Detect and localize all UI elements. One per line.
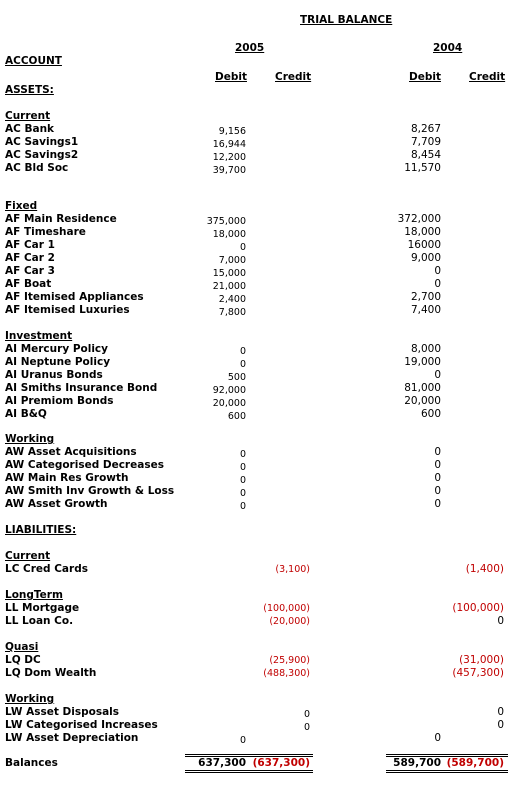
debit-2005-value: 12,200 — [212, 152, 246, 163]
debit-2005-value: 15,000 — [212, 268, 246, 279]
account-label: LW Asset Depreciation — [5, 732, 139, 744]
debit-2005-value: 0 — [239, 488, 246, 499]
account-label: AC Savings1 — [5, 136, 79, 148]
account-label: AI Mercury Policy — [5, 343, 108, 355]
debit-2005-value: 0 — [239, 475, 246, 486]
debit-2004-value: 0 — [434, 732, 441, 744]
account-label: AC Bld Soc — [5, 162, 69, 174]
section-subheading: Current — [5, 110, 51, 122]
credit-2005-value: (100,000) — [263, 603, 310, 614]
debit-2004-value: 20,000 — [404, 395, 441, 407]
credit-2005-value: 0 — [303, 709, 310, 720]
balances-credit-2004: (589,700) — [446, 757, 504, 769]
debit-2004-value: 0 — [434, 498, 441, 510]
account-label: AW Smith Inv Growth & Loss — [5, 485, 175, 497]
debit-2004-value: 0 — [434, 459, 441, 471]
section-subheading: Fixed — [5, 200, 38, 212]
account-label: AF Boat — [5, 278, 52, 290]
debit-2005-value: 39,700 — [212, 165, 246, 176]
section-subheading: Working — [5, 433, 55, 445]
balances-label: Balances — [5, 757, 58, 769]
debit-2004-value: 16000 — [407, 239, 441, 251]
debit-2004-value: 81,000 — [404, 382, 441, 394]
balances-2005-bottom-rule-2 — [185, 772, 313, 773]
credit-2005-value: (488,300) — [263, 668, 310, 679]
section-subheading: Current — [5, 550, 51, 562]
year-2004-header: 2004 — [433, 42, 463, 54]
account-header: ACCOUNT — [5, 55, 62, 67]
account-label: AF Car 2 — [5, 252, 55, 264]
account-label: AF Car 3 — [5, 265, 55, 277]
account-label: LL Loan Co. — [5, 615, 74, 627]
balances-debit-2004: 589,700 — [393, 757, 441, 769]
account-label: AF Car 1 — [5, 239, 55, 251]
debit-2005-value: 7,000 — [218, 255, 246, 266]
debit-2004-value: 11,570 — [404, 162, 441, 174]
debit-2005-value: 9,156 — [218, 126, 246, 137]
account-label: LW Asset Disposals — [5, 706, 120, 718]
section-subheading: Investment — [5, 330, 73, 342]
credit-2005-value: (25,900) — [269, 655, 310, 666]
debit-2005-header: Debit — [215, 71, 247, 83]
debit-2004-value: 7,400 — [410, 304, 441, 316]
credit-2005-value: (3,100) — [275, 564, 310, 575]
debit-2005-value: 0 — [239, 735, 246, 746]
debit-2005-value: 0 — [239, 449, 246, 460]
credit-2005-header: Credit — [275, 71, 312, 83]
section-subheading: Working — [5, 693, 55, 705]
debit-2005-value: 7,800 — [218, 307, 246, 318]
debit-2005-value: 16,944 — [212, 139, 246, 150]
assets-heading: ASSETS: — [5, 84, 54, 96]
balances-debit-2005: 637,300 — [198, 757, 246, 769]
credit-2004-value: 0 — [497, 706, 504, 718]
debit-2004-value: 0 — [434, 265, 441, 277]
balances-2004-top-rule — [386, 754, 508, 755]
balances-2004-bottom-rule — [386, 770, 508, 771]
debit-2004-value: 0 — [434, 446, 441, 458]
account-label: LQ Dom Wealth — [5, 667, 97, 679]
debit-2004-value: 8,267 — [410, 123, 441, 135]
credit-2005-value: 0 — [303, 722, 310, 733]
section-subheading: Quasi — [5, 641, 39, 653]
debit-2004-value: 0 — [434, 278, 441, 290]
account-label: LW Categorised Increases — [5, 719, 158, 731]
debit-2004-value: 0 — [434, 472, 441, 484]
account-label: LQ DC — [5, 654, 41, 666]
debit-2005-value: 0 — [239, 359, 246, 370]
debit-2005-value: 92,000 — [212, 385, 246, 396]
account-label: AF Itemised Luxuries — [5, 304, 130, 316]
debit-2004-value: 19,000 — [404, 356, 441, 368]
debit-2004-value: 7,709 — [410, 136, 441, 148]
credit-2005-value: (20,000) — [269, 616, 310, 627]
debit-2004-value: 18,000 — [404, 226, 441, 238]
debit-2004-value: 0 — [434, 369, 441, 381]
debit-2004-value: 600 — [420, 408, 441, 420]
account-label: AI Neptune Policy — [5, 356, 111, 368]
debit-2004-header: Debit — [409, 71, 441, 83]
account-label: AC Bank — [5, 123, 55, 135]
credit-2004-value: (31,000) — [459, 654, 504, 666]
year-2005-header: 2005 — [235, 42, 265, 54]
debit-2004-value: 8,454 — [410, 149, 441, 161]
debit-2005-value: 600 — [227, 411, 246, 422]
account-label: AC Savings2 — [5, 149, 79, 161]
debit-2004-value: 9,000 — [410, 252, 441, 264]
account-label: AI Uranus Bonds — [5, 369, 103, 381]
balances-2004-bottom-rule-2 — [386, 772, 508, 773]
account-label: LL Mortgage — [5, 602, 80, 614]
account-label: AW Asset Growth — [5, 498, 108, 510]
debit-2005-value: 500 — [227, 372, 246, 383]
account-label: LC Cred Cards — [5, 563, 88, 575]
account-label: AI Smiths Insurance Bond — [5, 382, 158, 394]
debit-2004-value: 2,700 — [410, 291, 441, 303]
debit-2004-value: 372,000 — [397, 213, 441, 225]
debit-2005-value: 20,000 — [212, 398, 246, 409]
page-title: TRIAL BALANCE — [300, 14, 393, 26]
debit-2004-value: 8,000 — [410, 343, 441, 355]
account-label: AI B&Q — [5, 408, 47, 420]
section-subheading: LongTerm — [5, 589, 63, 601]
balances-credit-2005: (637,300) — [252, 757, 310, 769]
debit-2005-value: 0 — [239, 501, 246, 512]
credit-2004-value: 0 — [497, 719, 504, 731]
account-label: AW Main Res Growth — [5, 472, 129, 484]
balances-2005-bottom-rule — [185, 770, 313, 771]
liabilities-heading: LIABILITIES: — [5, 524, 77, 536]
debit-2005-value: 375,000 — [206, 216, 246, 227]
credit-2004-header: Credit — [469, 71, 506, 83]
credit-2004-value: 0 — [497, 615, 504, 627]
debit-2005-value: 2,400 — [218, 294, 246, 305]
debit-2005-value: 21,000 — [212, 281, 246, 292]
debit-2005-value: 0 — [239, 462, 246, 473]
credit-2004-value: (1,400) — [465, 563, 504, 575]
debit-2005-value: 0 — [239, 242, 246, 253]
account-label: AI Premiom Bonds — [5, 395, 114, 407]
account-label: AF Timeshare — [5, 226, 86, 238]
account-label: AF Itemised Appliances — [5, 291, 144, 303]
balances-2005-top-rule — [185, 754, 313, 755]
credit-2004-value: (100,000) — [452, 602, 504, 614]
account-label: AF Main Residence — [5, 213, 117, 225]
credit-2004-value: (457,300) — [452, 667, 504, 679]
debit-2005-value: 18,000 — [212, 229, 246, 240]
debit-2004-value: 0 — [434, 485, 441, 497]
account-label: AW Categorised Decreases — [5, 459, 164, 471]
debit-2005-value: 0 — [239, 346, 246, 357]
account-label: AW Asset Acquisitions — [5, 446, 137, 458]
